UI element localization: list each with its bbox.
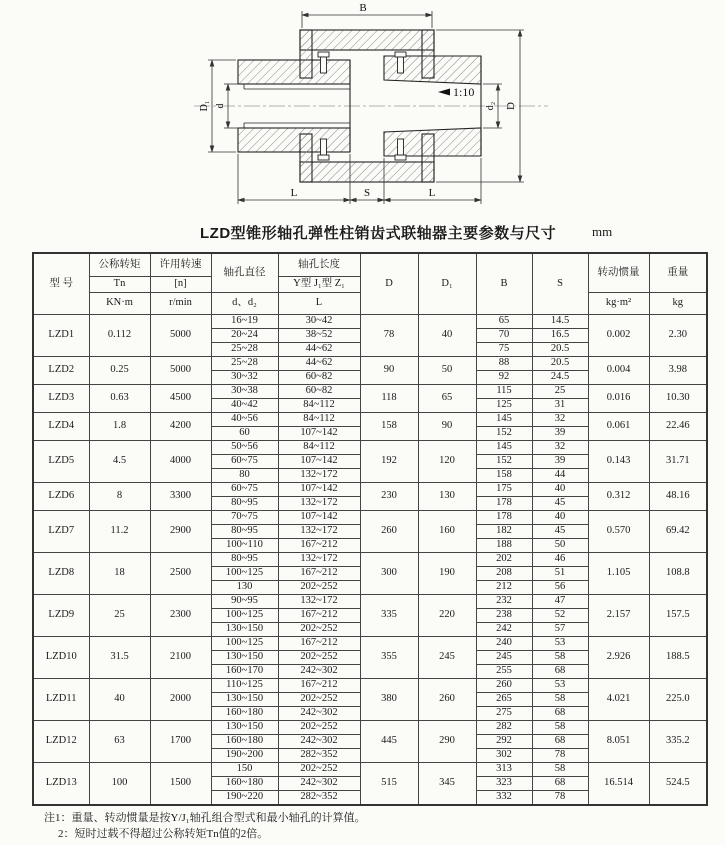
- table-row: [33, 553, 707, 567]
- bore-diameter-cell: 60~75: [211, 455, 278, 469]
- table-row: [33, 413, 707, 427]
- model-cell: LZD1: [33, 315, 89, 357]
- S-cell: 24.5: [532, 371, 588, 385]
- title-row: [0, 220, 725, 248]
- B-cell: 65: [476, 315, 532, 329]
- bore-length-cell: 202~252: [278, 721, 360, 735]
- bore-length-cell: 38~52: [278, 329, 360, 343]
- D1-cell: 260: [418, 679, 476, 721]
- B-cell: 292: [476, 735, 532, 749]
- torque-cell: 0.63: [89, 385, 150, 413]
- speed-cell: 1500: [150, 763, 211, 806]
- bore-length-cell: 282~352: [278, 791, 360, 806]
- weight-cell: 2.30: [649, 315, 707, 357]
- header-torque-unit: KN·m: [89, 293, 150, 315]
- dim-S-label: S: [363, 187, 371, 199]
- weight-cell: 225.0: [649, 679, 707, 721]
- inertia-cell: 2.157: [588, 595, 649, 637]
- B-cell: 255: [476, 665, 532, 679]
- S-cell: 40: [532, 511, 588, 525]
- bore-length-cell: 167~212: [278, 609, 360, 623]
- weight-cell: 31.71: [649, 441, 707, 483]
- table-row: [33, 357, 707, 371]
- bore-diameter-cell: 80~95: [211, 525, 278, 539]
- B-cell: 88: [476, 357, 532, 371]
- weight-cell: 22.46: [649, 413, 707, 441]
- S-cell: 25: [532, 385, 588, 399]
- bore-length-cell: 84~112: [278, 399, 360, 413]
- D-cell: 445: [360, 721, 418, 763]
- S-cell: 20.5: [532, 343, 588, 357]
- bore-diameter-cell: 16~19: [211, 315, 278, 329]
- bore-diameter-cell: 100~125: [211, 567, 278, 581]
- D1-cell: 90: [418, 413, 476, 441]
- bore-diameter-cell: 20~24: [211, 329, 278, 343]
- dim-B: [302, 11, 432, 28]
- header-torque-symbol: Tn: [89, 277, 150, 293]
- bore-length-cell: 202~252: [278, 763, 360, 777]
- model-cell: LZD6: [33, 483, 89, 511]
- S-cell: 16.5: [532, 329, 588, 343]
- bore-diameter-cell: 130~150: [211, 651, 278, 665]
- bore-diameter-cell: 130~150: [211, 693, 278, 707]
- bore-diameter-cell: 30~38: [211, 385, 278, 399]
- B-cell: 145: [476, 441, 532, 455]
- S-cell: 58: [532, 693, 588, 707]
- S-cell: 32: [532, 441, 588, 455]
- dim-B-label: B: [359, 2, 367, 14]
- speed-cell: 2300: [150, 595, 211, 637]
- B-cell: 332: [476, 791, 532, 806]
- bore-length-cell: 167~212: [278, 637, 360, 651]
- table-row: [33, 679, 707, 693]
- inertia-cell: 4.021: [588, 679, 649, 721]
- S-cell: 45: [532, 525, 588, 539]
- speed-cell: 2000: [150, 679, 211, 721]
- B-cell: 178: [476, 511, 532, 525]
- bore-length-cell: 132~172: [278, 553, 360, 567]
- spec-table: [32, 252, 708, 806]
- speed-cell: 4000: [150, 441, 211, 483]
- B-cell: 175: [476, 483, 532, 497]
- bore-diameter-cell: 160~170: [211, 665, 278, 679]
- D1-cell: 160: [418, 511, 476, 553]
- bore-length-cell: 107~142: [278, 511, 360, 525]
- S-cell: 58: [532, 651, 588, 665]
- B-cell: 232: [476, 595, 532, 609]
- B-cell: 145: [476, 413, 532, 427]
- B-cell: 242: [476, 623, 532, 637]
- bore-length-cell: 282~352: [278, 749, 360, 763]
- S-cell: 47: [532, 595, 588, 609]
- bore-diameter-cell: 80~95: [211, 497, 278, 511]
- weight-cell: 48.16: [649, 483, 707, 511]
- B-cell: 158: [476, 469, 532, 483]
- bore-diameter-cell: 30~32: [211, 371, 278, 385]
- header-speed-symbol: [n]: [150, 277, 211, 293]
- dim-d-label: d: [215, 103, 226, 109]
- B-cell: 313: [476, 763, 532, 777]
- table-row: [33, 595, 707, 609]
- bore-length-cell: 132~172: [278, 497, 360, 511]
- speed-cell: 3300: [150, 483, 211, 511]
- inertia-cell: 0.143: [588, 441, 649, 483]
- bore-length-cell: 44~62: [278, 343, 360, 357]
- model-cell: LZD12: [33, 721, 89, 763]
- D1-cell: 65: [418, 385, 476, 413]
- inertia-cell: 1.105: [588, 553, 649, 595]
- model-cell: LZD11: [33, 679, 89, 721]
- bore-length-cell: 242~302: [278, 665, 360, 679]
- model-cell: LZD3: [33, 385, 89, 413]
- speed-cell: 2900: [150, 511, 211, 553]
- torque-cell: 100: [89, 763, 150, 806]
- table-body: [33, 315, 707, 806]
- D-cell: 192: [360, 441, 418, 483]
- header-bore-length: 轴孔长度: [278, 253, 360, 277]
- speed-cell: 4500: [150, 385, 211, 413]
- table-notes: [44, 811, 725, 843]
- bore-diameter-cell: 190~220: [211, 791, 278, 806]
- D1-cell: 220: [418, 595, 476, 637]
- bore-length-cell: 84~112: [278, 441, 360, 455]
- header-weight-unit: kg: [649, 293, 707, 315]
- D-cell: 158: [360, 413, 418, 441]
- dim-L-right-label: L: [428, 187, 436, 199]
- torque-cell: 18: [89, 553, 150, 595]
- torque-cell: 8: [89, 483, 150, 511]
- S-cell: 40: [532, 483, 588, 497]
- B-cell: 238: [476, 609, 532, 623]
- B-cell: 302: [476, 749, 532, 763]
- speed-cell: 2100: [150, 637, 211, 679]
- B-cell: 188: [476, 539, 532, 553]
- torque-cell: 31.5: [89, 637, 150, 679]
- bore-length-cell: 107~142: [278, 427, 360, 441]
- bore-diameter-cell: 100~125: [211, 637, 278, 651]
- bore-diameter-cell: 130~150: [211, 623, 278, 637]
- bore-diameter-cell: 190~200: [211, 749, 278, 763]
- coupling-section-drawing: [0, 0, 725, 220]
- bore-diameter-cell: 25~28: [211, 343, 278, 357]
- D1-cell: 290: [418, 721, 476, 763]
- D1-cell: 50: [418, 357, 476, 385]
- bore-length-cell: 44~62: [278, 357, 360, 371]
- bore-diameter-cell: 160~180: [211, 707, 278, 721]
- header-inertia-unit: kg·m²: [588, 293, 649, 315]
- model-cell: LZD2: [33, 357, 89, 385]
- B-cell: 282: [476, 721, 532, 735]
- torque-cell: 11.2: [89, 511, 150, 553]
- bore-diameter-cell: 100~125: [211, 609, 278, 623]
- table-row: [33, 385, 707, 399]
- header-bore-diameter-symbols: d、d₂: [211, 293, 278, 315]
- weight-cell: 10.30: [649, 385, 707, 413]
- bore-diameter-cell: 160~180: [211, 735, 278, 749]
- speed-cell: 4200: [150, 413, 211, 441]
- B-cell: 208: [476, 567, 532, 581]
- bore-length-cell: 202~252: [278, 651, 360, 665]
- bore-length-cell: 167~212: [278, 679, 360, 693]
- S-cell: 14.5: [532, 315, 588, 329]
- D-cell: 335: [360, 595, 418, 637]
- B-cell: 152: [476, 427, 532, 441]
- D-cell: 78: [360, 315, 418, 357]
- S-cell: 68: [532, 665, 588, 679]
- B-cell: 212: [476, 581, 532, 595]
- dim-D1-label: D₁: [199, 100, 210, 112]
- bore-length-cell: 132~172: [278, 525, 360, 539]
- D-cell: 118: [360, 385, 418, 413]
- S-cell: 39: [532, 455, 588, 469]
- D1-cell: 40: [418, 315, 476, 357]
- weight-cell: 69.42: [649, 511, 707, 553]
- bore-length-cell: 132~172: [278, 595, 360, 609]
- weight-cell: 108.8: [649, 553, 707, 595]
- S-cell: 53: [532, 679, 588, 693]
- table-row: [33, 483, 707, 497]
- bore-diameter-cell: 110~125: [211, 679, 278, 693]
- table-row: [33, 763, 707, 777]
- S-cell: 20.5: [532, 357, 588, 371]
- inertia-cell: 2.926: [588, 637, 649, 679]
- inertia-cell: 0.570: [588, 511, 649, 553]
- header-D: D: [360, 253, 418, 315]
- torque-cell: 0.25: [89, 357, 150, 385]
- header-B: B: [476, 253, 532, 315]
- table-row: [33, 637, 707, 651]
- B-cell: 115: [476, 385, 532, 399]
- header-model: 型 号: [33, 253, 89, 315]
- bore-diameter-cell: 100~110: [211, 539, 278, 553]
- bore-diameter-cell: 160~180: [211, 777, 278, 791]
- weight-cell: 157.5: [649, 595, 707, 637]
- D-cell: 355: [360, 637, 418, 679]
- bore-length-cell: 60~82: [278, 385, 360, 399]
- B-cell: 182: [476, 525, 532, 539]
- model-cell: LZD4: [33, 413, 89, 441]
- S-cell: 56: [532, 581, 588, 595]
- B-cell: 240: [476, 637, 532, 651]
- S-cell: 78: [532, 791, 588, 806]
- bore-length-cell: 242~302: [278, 777, 360, 791]
- header-bore-diameter: 轴孔直径: [211, 253, 278, 293]
- table-row: [33, 511, 707, 525]
- speed-cell: 5000: [150, 357, 211, 385]
- model-cell: LZD10: [33, 637, 89, 679]
- taper-annotation: [438, 85, 474, 99]
- bore-diameter-cell: 25~28: [211, 357, 278, 371]
- dim-d2-label: d₂: [485, 101, 496, 111]
- bore-length-cell: 242~302: [278, 735, 360, 749]
- bore-diameter-cell: 40~56: [211, 413, 278, 427]
- inertia-cell: 0.004: [588, 357, 649, 385]
- header-inertia: 转动惯量: [588, 253, 649, 293]
- torque-cell: 25: [89, 595, 150, 637]
- S-cell: 57: [532, 623, 588, 637]
- bore-length-cell: 202~252: [278, 623, 360, 637]
- header-weight: 重量: [649, 253, 707, 293]
- dim-D-label: D: [505, 102, 517, 110]
- S-cell: 50: [532, 539, 588, 553]
- B-cell: 75: [476, 343, 532, 357]
- bore-diameter-cell: 70~75: [211, 511, 278, 525]
- bore-length-cell: 107~142: [278, 483, 360, 497]
- header-D1: D₁: [418, 253, 476, 315]
- B-cell: 125: [476, 399, 532, 413]
- D-cell: 515: [360, 763, 418, 806]
- speed-cell: 1700: [150, 721, 211, 763]
- bore-diameter-cell: 130~150: [211, 721, 278, 735]
- D-cell: 230: [360, 483, 418, 511]
- model-cell: LZD7: [33, 511, 89, 553]
- S-cell: 31: [532, 399, 588, 413]
- S-cell: 58: [532, 721, 588, 735]
- B-cell: 260: [476, 679, 532, 693]
- bore-diameter-cell: 80: [211, 469, 278, 483]
- D1-cell: 345: [418, 763, 476, 806]
- header-bore-length-types: Y型 J₁型 Z₁: [278, 277, 360, 293]
- S-cell: 68: [532, 735, 588, 749]
- B-cell: 92: [476, 371, 532, 385]
- S-cell: 58: [532, 763, 588, 777]
- B-cell: 202: [476, 553, 532, 567]
- D1-cell: 130: [418, 483, 476, 511]
- D1-cell: 120: [418, 441, 476, 483]
- B-cell: 323: [476, 777, 532, 791]
- bore-length-cell: 202~252: [278, 581, 360, 595]
- bore-diameter-cell: 80~95: [211, 553, 278, 567]
- weight-cell: 188.5: [649, 637, 707, 679]
- model-cell: LZD9: [33, 595, 89, 637]
- bore-diameter-cell: 40~42: [211, 399, 278, 413]
- inertia-cell: 8.051: [588, 721, 649, 763]
- bore-length-cell: 167~212: [278, 539, 360, 553]
- bore-diameter-cell: 60~75: [211, 483, 278, 497]
- unit-label: mm: [592, 224, 613, 239]
- S-cell: 51: [532, 567, 588, 581]
- header-speed-unit: r/min: [150, 293, 211, 315]
- bore-diameter-cell: 50~56: [211, 441, 278, 455]
- bore-length-cell: 60~82: [278, 371, 360, 385]
- D1-cell: 190: [418, 553, 476, 595]
- model-cell: LZD13: [33, 763, 89, 806]
- bore-length-cell: 202~252: [278, 693, 360, 707]
- header-speed: 许用转速: [150, 253, 211, 277]
- torque-cell: 1.8: [89, 413, 150, 441]
- torque-cell: 4.5: [89, 441, 150, 483]
- header-S: S: [532, 253, 588, 315]
- note-1: 注1：重量、转动惯量是按Y/J₁轴孔组合型式和最小轴孔的计算值。: [44, 812, 366, 824]
- table-header: [33, 253, 707, 315]
- S-cell: 45: [532, 497, 588, 511]
- bore-length-cell: 132~172: [278, 469, 360, 483]
- inertia-cell: 0.312: [588, 483, 649, 511]
- note-2: 2：短时过载不得超过公称转矩Tn值的2倍。: [58, 827, 269, 840]
- header-torque: 公称转矩: [89, 253, 150, 277]
- S-cell: 52: [532, 609, 588, 623]
- B-cell: 178: [476, 497, 532, 511]
- B-cell: 265: [476, 693, 532, 707]
- weight-cell: 3.98: [649, 357, 707, 385]
- D-cell: 90: [360, 357, 418, 385]
- B-cell: 245: [476, 651, 532, 665]
- inertia-cell: 0.061: [588, 413, 649, 441]
- page-title: LZD型锥形轴孔弹性柱销齿式联轴器主要参数与尺寸: [200, 225, 557, 242]
- D-cell: 380: [360, 679, 418, 721]
- speed-cell: 2500: [150, 553, 211, 595]
- inertia-cell: 0.002: [588, 315, 649, 357]
- D1-cell: 245: [418, 637, 476, 679]
- table-row: [33, 441, 707, 455]
- S-cell: 68: [532, 707, 588, 721]
- torque-cell: 63: [89, 721, 150, 763]
- bore-length-cell: 242~302: [278, 707, 360, 721]
- bore-diameter-cell: 150: [211, 763, 278, 777]
- bore-length-cell: 167~212: [278, 567, 360, 581]
- model-cell: LZD5: [33, 441, 89, 483]
- bore-diameter-cell: 90~95: [211, 595, 278, 609]
- bore-diameter-cell: 60: [211, 427, 278, 441]
- bore-length-cell: 30~42: [278, 315, 360, 329]
- D-cell: 300: [360, 553, 418, 595]
- S-cell: 46: [532, 553, 588, 567]
- S-cell: 32: [532, 413, 588, 427]
- B-cell: 275: [476, 707, 532, 721]
- S-cell: 53: [532, 637, 588, 651]
- bore-length-cell: 84~112: [278, 413, 360, 427]
- table-row: [33, 315, 707, 329]
- speed-cell: 5000: [150, 315, 211, 357]
- S-cell: 78: [532, 749, 588, 763]
- bore-diameter-cell: 130: [211, 581, 278, 595]
- B-cell: 152: [476, 455, 532, 469]
- S-cell: 44: [532, 469, 588, 483]
- header-bore-length-L: L: [278, 293, 360, 315]
- torque-cell: 40: [89, 679, 150, 721]
- inertia-cell: 0.016: [588, 385, 649, 413]
- D-cell: 260: [360, 511, 418, 553]
- torque-cell: 0.112: [89, 315, 150, 357]
- table-row: [33, 721, 707, 735]
- B-cell: 70: [476, 329, 532, 343]
- bore-length-cell: 107~142: [278, 455, 360, 469]
- S-cell: 39: [532, 427, 588, 441]
- taper-label: 1:10: [453, 85, 475, 99]
- S-cell: 68: [532, 777, 588, 791]
- model-cell: LZD8: [33, 553, 89, 595]
- inertia-cell: 16.514: [588, 763, 649, 806]
- dim-L-left-label: L: [290, 187, 298, 199]
- weight-cell: 524.5: [649, 763, 707, 806]
- weight-cell: 335.2: [649, 721, 707, 763]
